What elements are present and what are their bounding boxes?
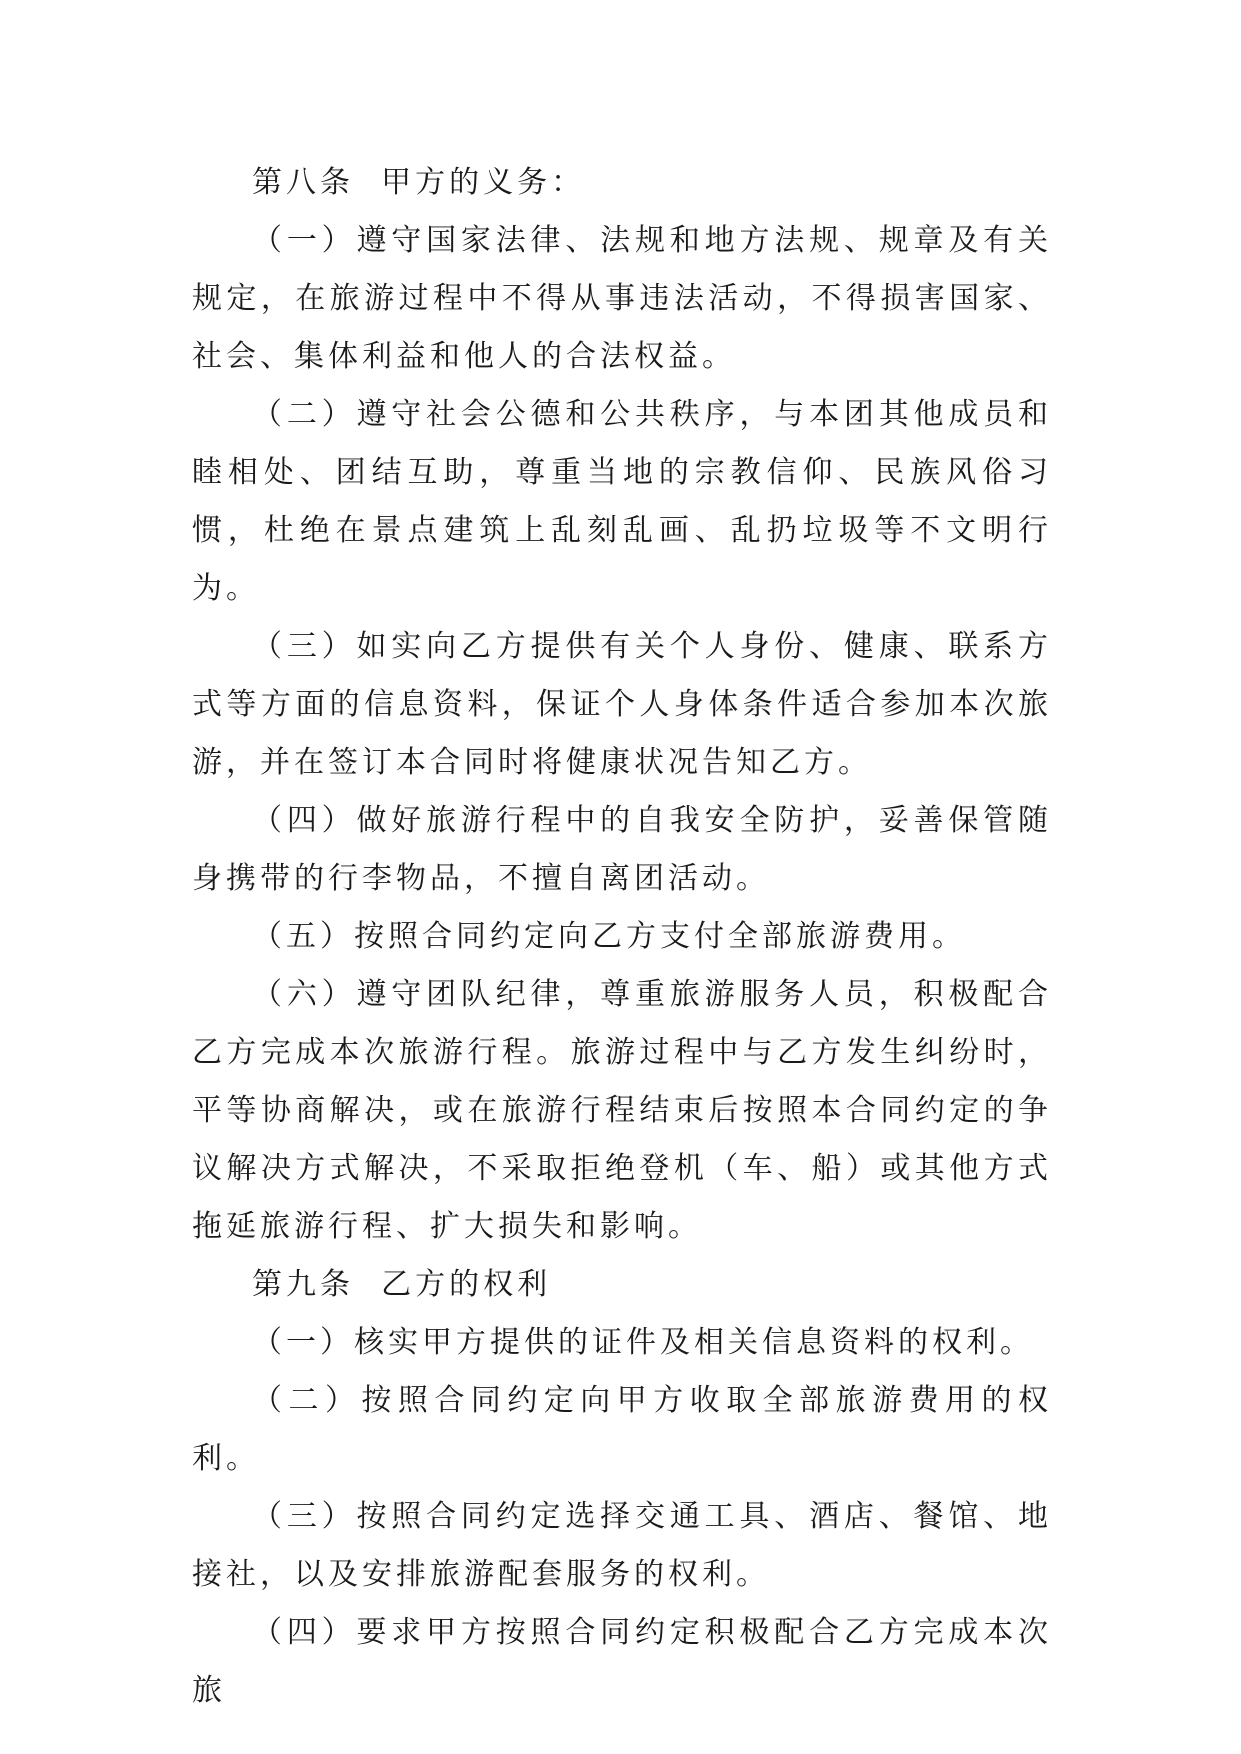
- document-body: [192, 154, 1052, 1720]
- article-8-item-5: （五）按照合同约定向乙方支付全部旅游费用。: [252, 919, 966, 954]
- article-9-item-3: （三）按照合同约定选择交通工具、酒店、餐馆、地接社，以及安排旅游配套服务的权利。: [192, 1499, 1052, 1592]
- article-8-item-6: （六）遵守团队纪律，尊重旅游服务人员，积极配合乙方完成本次旅游行程。旅游过程中与乙方发生纠纷时，平等协商解决，或在旅游行程结束后按照本合同约定的争议解决方式解决，不采取拒绝登机（车、船）或其他方式拖延旅游行程、扩大损失和影响。: [192, 977, 1052, 1244]
- article-8-item-2: （二）遵守社会公德和公共秩序，与本团其他成员和睦相处、团结互助，尊重当地的宗教信仰、民族风俗习惯，杜绝在景点建筑上乱刻乱画、乱扔垃圾等不文明行为。: [192, 397, 1052, 606]
- article-8-item-4: （四）做好旅游行程中的自我安全防护，妥善保管随身携带的行李物品，不擅自离团活动。: [192, 803, 1052, 896]
- article-8-item-1: （一）遵守国家法律、法规和地方法规、规章及有关规定，在旅游过程中不得从事违法活动，不得损害国家、社会、集体利益和他人的合法权益。: [192, 223, 1052, 374]
- article-8-item-3: （三）如实向乙方提供有关个人身份、健康、联系方式等方面的信息资料，保证个人身体条件适合参加本次旅游，并在签订本合同时将健康状况告知乙方。: [192, 629, 1052, 780]
- article-9-item-4: （四）要求甲方按照合同约定积极配合乙方完成本次旅: [192, 1615, 1052, 1708]
- article-9-title: 第九条 乙方的权利: [252, 1267, 552, 1302]
- article-9-item-1: （一）核实甲方提供的证件及相关信息资料的权利。: [252, 1325, 1034, 1360]
- article-8-title: 第八条 甲方的义务：: [252, 165, 586, 200]
- article-9-item-2: （二）按照合同约定向甲方收取全部旅游费用的权利。: [192, 1383, 1052, 1476]
